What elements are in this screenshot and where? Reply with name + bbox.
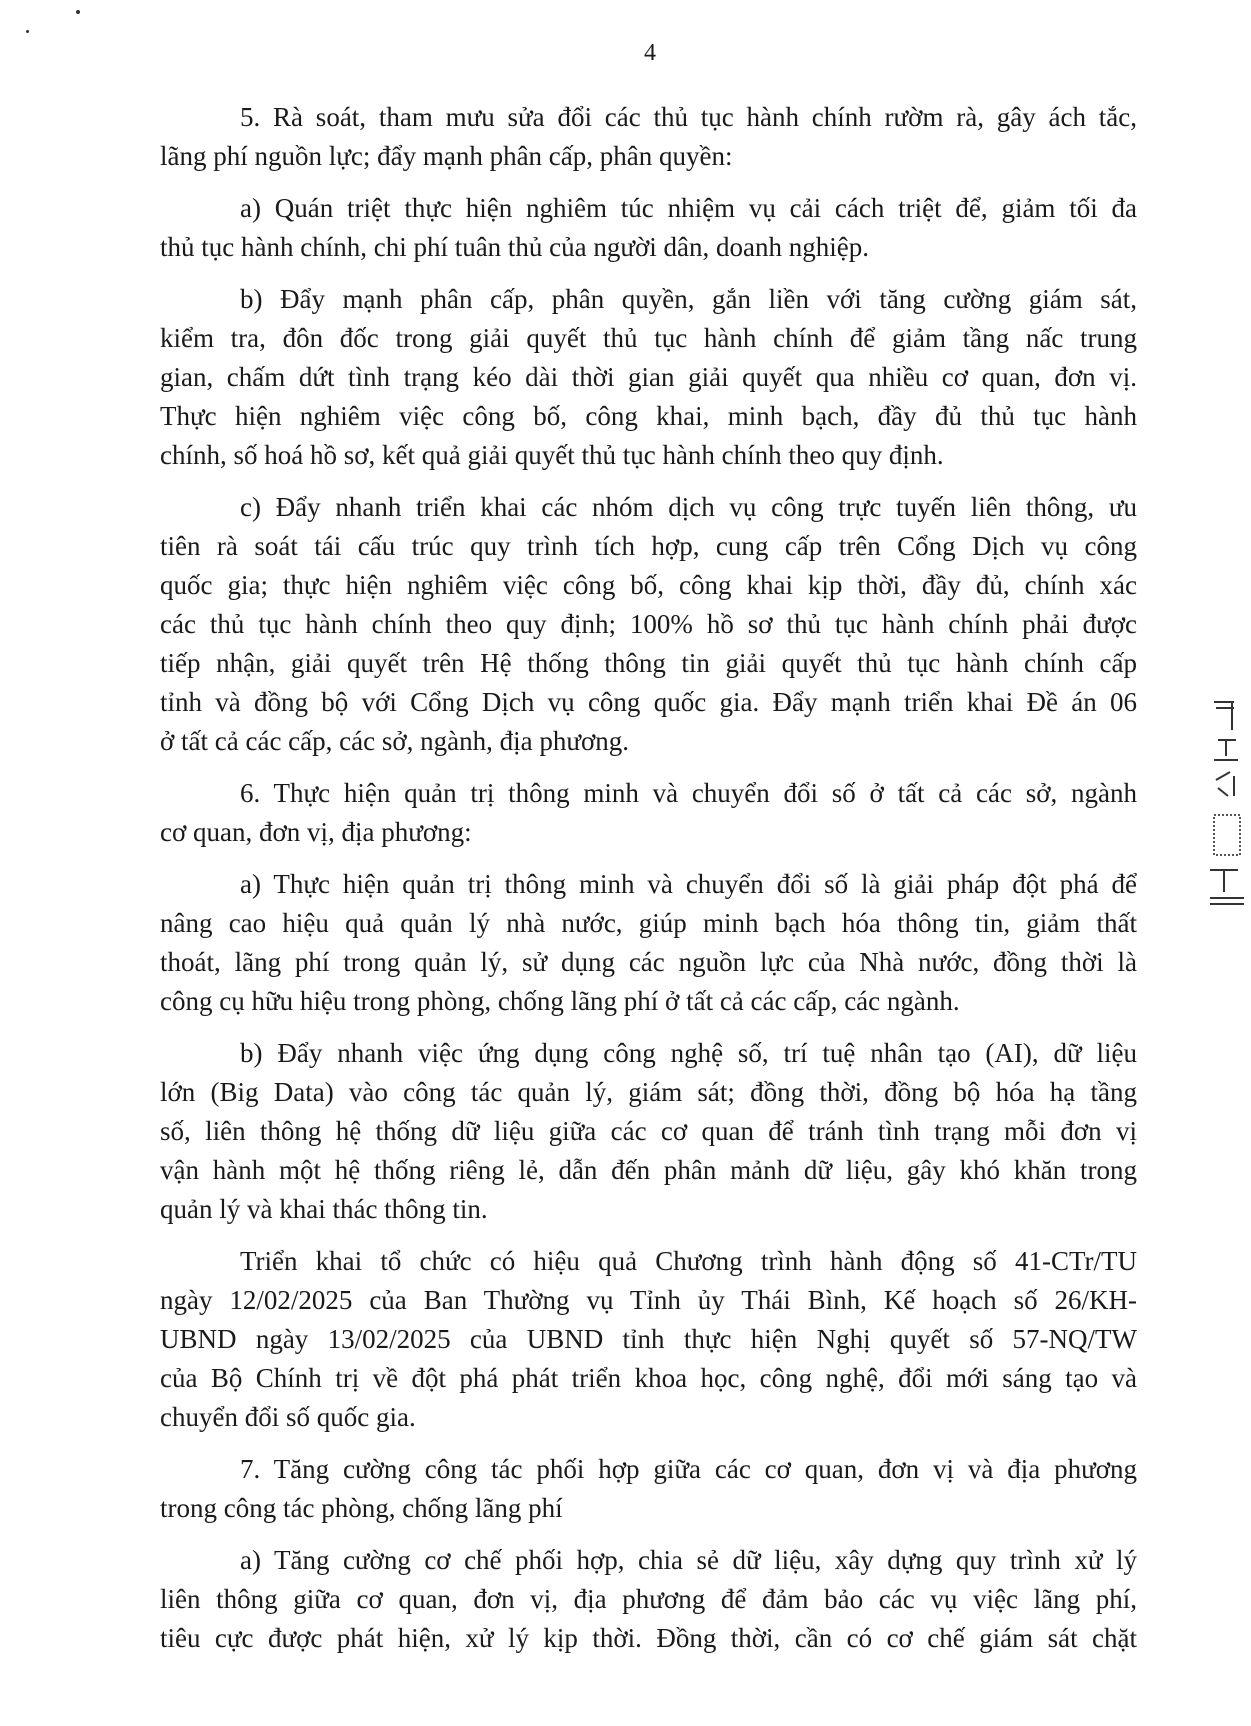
text-line: tiêu cực được phát hiện, xử lý kịp thời. Đồng thời, cần có cơ chế giám sát chặt — [160, 1623, 1137, 1653]
text-line: 6. Thực hiện quản trị thông minh và chuyển đổi số ở tất cả các sở, ngành — [240, 778, 1137, 808]
text-line: của Bộ Chính trị về đột phá phát triển khoa học, công nghệ, đổi mới sáng tạo và — [160, 1363, 1137, 1393]
text-line: c) Đẩy nhanh triển khai các nhóm dịch vụ công trực tuyến liên thông, ưu — [240, 492, 1137, 522]
text-line: 7. Tăng cường công tác phối hợp giữa các cơ quan, đơn vị và địa phương — [240, 1454, 1137, 1484]
text-line: thoát, lãng phí trong quản lý, sử dụng các nguồn lực của Nhà nước, đồng thời là — [160, 947, 1137, 977]
text-line: a) Thực hiện quản trị thông minh và chuyển đổi số là giải pháp đột phá để — [240, 869, 1137, 899]
text-line: thủ tục hành chính, chi phí tuân thủ của người dân, doanh nghiệp. — [160, 232, 870, 262]
paragraph — [160, 98, 1137, 176]
text-line: b) Đẩy nhanh việc ứng dụng công nghệ số, trí tuệ nhân tạo (AI), dữ liệu — [240, 1038, 1137, 1068]
text-line: tỉnh và đồng bộ với Cổng Dịch vụ công quốc gia. Đẩy mạnh triển khai Đề án 06 — [160, 687, 1137, 717]
text-line: ở tất cả các cấp, các sở, ngành, địa phương. — [160, 726, 630, 756]
text-line: kiểm tra, đôn đốc trong giải quyết thủ tục hành chính để giảm tầng nấc trung — [160, 323, 1137, 353]
text-line: chính, số hoá hồ sơ, kết quả giải quyết thủ tục hành chính theo quy định. — [160, 440, 944, 470]
paragraph — [160, 1541, 1137, 1658]
text-line: trong công tác phòng, chống lãng phí — [160, 1493, 563, 1523]
paragraph — [160, 1034, 1137, 1229]
paragraph — [160, 280, 1137, 475]
text-line: liên thông giữa cơ quan, đơn vị, địa phương để đảm bảo các vụ việc lãng phí, — [160, 1584, 1137, 1614]
text-line: chuyển đổi số quốc gia. — [160, 1402, 416, 1432]
text-line: vận hành một hệ thống riêng lẻ, dẫn đến phân mảnh dữ liệu, gây khó khăn trong — [160, 1155, 1137, 1185]
paragraph — [160, 865, 1137, 1021]
side-stamp-mark — [1206, 700, 1246, 920]
scan-speck — [76, 10, 80, 14]
text-line: tiên rà soát tái cấu trúc quy trình tích hợp, cung cấp trên Cổng Dịch vụ công — [160, 531, 1137, 561]
text-line: Triển khai tổ chức có hiệu quả Chương trình hành động số 41-CTr/TU — [240, 1246, 1137, 1276]
text-line: cơ quan, đơn vị, địa phương: — [160, 817, 472, 847]
text-line: lãng phí nguồn lực; đẩy mạnh phân cấp, phân quyền: — [160, 141, 733, 171]
text-line: quản lý và khai thác thông tin. — [160, 1194, 488, 1224]
document-body — [160, 98, 1137, 1671]
text-line: tiếp nhận, giải quyết trên Hệ thống thông tin giải quyết thủ tục hành chính cấp — [160, 648, 1137, 678]
text-line: Thực hiện nghiêm việc công bố, công khai, minh bạch, đầy đủ thủ tục hành — [160, 401, 1137, 431]
text-line: quốc gia; thực hiện nghiêm việc công bố, công khai kịp thời, đầy đủ, chính xác — [160, 570, 1137, 600]
text-line: b) Đẩy mạnh phân cấp, phân quyền, gắn liền với tăng cường giám sát, — [240, 284, 1137, 314]
page-number: 4 — [644, 40, 656, 66]
text-line: số, liên thông hệ thống dữ liệu giữa các cơ quan để tránh tình trạng mỗi đơn vị — [160, 1116, 1137, 1146]
scan-speck — [26, 30, 29, 33]
text-line: lớn (Big Data) vào công tác quản lý, giám sát; đồng thời, đồng bộ hóa hạ tầng — [160, 1077, 1137, 1107]
text-line: nâng cao hiệu quả quản lý nhà nước, giúp minh bạch hóa thông tin, giảm thất — [160, 908, 1137, 938]
paragraph — [160, 774, 1137, 852]
paragraph — [160, 488, 1137, 761]
text-line: gian, chấm dứt tình trạng kéo dài thời gian giải quyết qua nhiều cơ quan, đơn vị. — [160, 362, 1137, 392]
text-line: a) Tăng cường cơ chế phối hợp, chia sẻ dữ liệu, xây dựng quy trình xử lý — [240, 1545, 1137, 1575]
text-line: a) Quán triệt thực hiện nghiêm túc nhiệm vụ cải cách triệt để, giảm tối đa — [240, 193, 1137, 223]
text-line: công cụ hữu hiệu trong phòng, chống lãng phí ở tất cả các cấp, các ngành. — [160, 986, 960, 1016]
text-line: ngày 12/02/2025 của Ban Thường vụ Tỉnh ủy Thái Bình, Kế hoạch số 26/KH- — [160, 1285, 1137, 1315]
text-line: các thủ tục hành chính theo quy định; 100% hồ sơ thủ tục hành chính phải được — [160, 609, 1137, 639]
paragraph — [160, 1242, 1137, 1437]
text-line: UBND ngày 13/02/2025 của UBND tỉnh thực hiện Nghị quyết số 57-NQ/TW — [160, 1324, 1137, 1354]
paragraph — [160, 189, 1137, 267]
text-line: 5. Rà soát, tham mưu sửa đổi các thủ tục hành chính rườm rà, gây ách tắc, — [240, 102, 1137, 132]
paragraph — [160, 1450, 1137, 1528]
